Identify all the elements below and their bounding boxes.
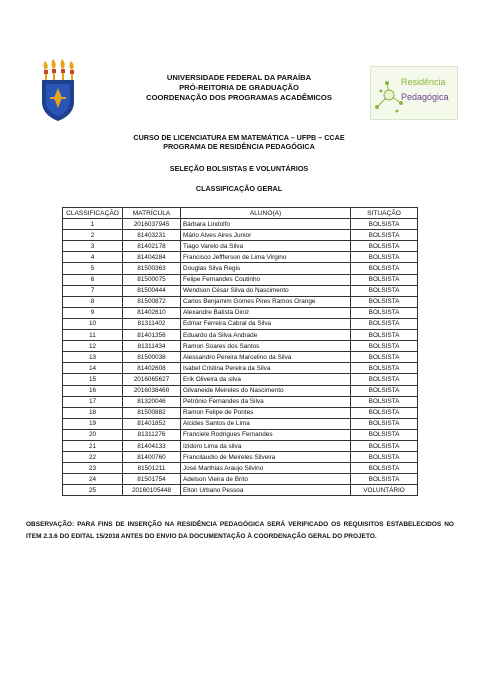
table-row	[63, 407, 418, 418]
cell-classificacao: 15	[63, 374, 123, 385]
cell-classificacao: 6	[63, 274, 123, 285]
cell-aluno: Edmar Ferreira Cabral da Silva	[181, 318, 351, 329]
cell-matricula: 81402608	[123, 363, 181, 374]
logo-word-residencia: Residência	[401, 77, 446, 87]
cell-aluno: Gilvaneide Meireles do Nascimento	[181, 385, 351, 396]
classification-title: CLASSIFICAÇÃO GERAL	[195, 184, 283, 193]
cell-matricula: 81500075	[123, 274, 181, 285]
cell-matricula: 81320046	[123, 396, 181, 407]
cell-classificacao: 23	[63, 463, 123, 474]
logo-word-pedagogica: Pedagógica	[401, 92, 449, 102]
cell-classificacao: 22	[63, 452, 123, 463]
cell-situacao: BOLSISTA	[351, 219, 418, 230]
table-row	[63, 330, 418, 341]
cell-aluno: Tiago Varelo da Silva	[181, 241, 351, 252]
cell-matricula: 81500444	[123, 285, 181, 296]
cell-aluno: Carlos Benjamim Gomes Pires Ramos Orange	[181, 296, 351, 307]
cell-classificacao: 12	[63, 341, 123, 352]
cell-classificacao: 18	[63, 407, 123, 418]
table-row	[63, 307, 418, 318]
cell-matricula: 81404284	[123, 252, 181, 263]
cell-classificacao: 8	[63, 296, 123, 307]
cell-situacao: BOLSISTA	[351, 440, 418, 451]
table-row	[63, 230, 418, 241]
cell-matricula: 81400760	[123, 452, 181, 463]
cell-situacao: BOLSISTA	[351, 418, 418, 429]
cell-aluno: Alessandro Pereira Marcelino da Silva	[181, 352, 351, 363]
cell-classificacao: 24	[63, 474, 123, 485]
table-row	[63, 285, 418, 296]
table-row	[63, 318, 418, 329]
cell-matricula: 81500882	[123, 407, 181, 418]
cell-aluno: Francilaudio de Meireles Silveira	[181, 452, 351, 463]
cell-situacao: BOLSISTA	[351, 318, 418, 329]
table-row	[63, 363, 418, 374]
cell-matricula: 81311402	[123, 318, 181, 329]
table-header-row	[63, 208, 418, 219]
cell-classificacao: 17	[63, 396, 123, 407]
table-body	[63, 219, 418, 496]
cell-aluno: Bárbara Lindolfo	[181, 219, 351, 230]
cell-situacao: BOLSISTA	[351, 230, 418, 241]
cell-classificacao: 3	[63, 241, 123, 252]
cell-aluno: Douglas Silva Regis	[181, 263, 351, 274]
cell-matricula: 81501211	[123, 463, 181, 474]
cell-classificacao: 13	[63, 352, 123, 363]
cell-aluno: Alcides Santos de Lima	[181, 418, 351, 429]
cell-situacao: BOLSISTA	[351, 341, 418, 352]
table-row	[63, 263, 418, 274]
cell-classificacao: 20	[63, 429, 123, 440]
cell-classificacao: 10	[63, 318, 123, 329]
cell-situacao: BOLSISTA	[351, 463, 418, 474]
cell-situacao: BOLSISTA	[351, 285, 418, 296]
cell-matricula: 81500363	[123, 263, 181, 274]
header-aluno: ALUNO(A)	[181, 208, 351, 219]
header-classificacao: CLASSIFICAÇÃO	[63, 208, 123, 219]
table-row	[63, 274, 418, 285]
cell-situacao: BOLSISTA	[351, 352, 418, 363]
cell-situacao: BOLSISTA	[351, 241, 418, 252]
table-row	[63, 252, 418, 263]
cell-aluno: Eduardo da Silva Andrade	[181, 330, 351, 341]
cell-matricula: 2016065627	[123, 374, 181, 385]
table-row	[63, 396, 418, 407]
cell-classificacao: 4	[63, 252, 123, 263]
table-row	[63, 296, 418, 307]
cell-matricula: 81403231	[123, 230, 181, 241]
cell-aluno: Francisco Jeffferson de Lima Virgino	[181, 252, 351, 263]
table-row	[63, 352, 418, 363]
pro-rectory-name: PRÓ-REITORIA DE GRADUAÇÃO	[179, 82, 299, 92]
university-name: UNIVERSIDADE FEDERAL DA PARAÍBA	[166, 73, 312, 82]
cell-matricula: 81401356	[123, 330, 181, 341]
cell-matricula: 2016038460	[123, 385, 181, 396]
header-matricula: MATRÍCULA	[123, 208, 181, 219]
table-row	[63, 385, 418, 396]
cell-classificacao: 9	[63, 307, 123, 318]
cell-aluno: Wendson César Silva do Nascimento	[181, 285, 351, 296]
table-row	[63, 440, 418, 451]
table-row	[63, 341, 418, 352]
cell-classificacao: 25	[63, 485, 123, 496]
cell-classificacao: 1	[63, 219, 123, 230]
program-name: PROGRAMA DE RESIDÊNCIA PEDAGÓGICA	[163, 142, 315, 151]
table-row	[63, 485, 418, 496]
cell-aluno: Ramon Soares dos Santos	[181, 341, 351, 352]
cell-matricula: 81404133	[123, 440, 181, 451]
observation-note: OBSERVAÇÃO: PARA FINS DE INSERÇÃO NA RESIDÊNCIA PEDAGÓGICA SERÁ VERIFICADO OS REQUISITOS ESTABELECIDOS NO ITEM 2.3.6 DO EDITAL 15/2018 ANTES DO ENVIO DA DOCUMENTAÇÃO À COORDENAÇÃO GERAL DO PROJETO.	[26, 521, 454, 540]
cell-aluno: Mário Alves Aires Junior	[181, 230, 351, 241]
cell-matricula: 81500038	[123, 352, 181, 363]
cell-aluno: Elton Urbano Pessoa	[181, 485, 351, 496]
cell-classificacao: 14	[63, 363, 123, 374]
cell-aluno: Felipe Fernandes Coutinho	[181, 274, 351, 285]
table-row	[63, 374, 418, 385]
cell-matricula: 2016037945	[123, 219, 181, 230]
cell-matricula: 81501754	[123, 474, 181, 485]
cell-matricula: 20160105448	[123, 485, 181, 496]
cell-matricula: 81500872	[123, 296, 181, 307]
cell-aluno: Isabel Cristina Pereira da Silva	[181, 363, 351, 374]
cell-aluno: Petrônio Fernandes da Silva	[181, 396, 351, 407]
cell-situacao: BOLSISTA	[351, 407, 418, 418]
coordination-name: COORDENAÇÃO DOS PROGRAMAS ACADÊMICOS	[146, 92, 332, 102]
cell-classificacao: 11	[63, 330, 123, 341]
cell-situacao: BOLSISTA	[351, 307, 418, 318]
cell-situacao: BOLSISTA	[351, 429, 418, 440]
cell-situacao: BOLSISTA	[351, 363, 418, 374]
cell-situacao: BOLSISTA	[351, 374, 418, 385]
cell-situacao: BOLSISTA	[351, 385, 418, 396]
table-row	[63, 241, 418, 252]
cell-aluno: Ramon Felipe de Pontes	[181, 407, 351, 418]
cell-classificacao: 7	[63, 285, 123, 296]
cell-situacao: BOLSISTA	[351, 296, 418, 307]
institution-header	[100, 73, 378, 102]
cell-situacao: BOLSISTA	[351, 252, 418, 263]
cell-situacao: BOLSISTA	[351, 474, 418, 485]
cell-aluno: Alexandre Batista Diniz	[181, 307, 351, 318]
cell-aluno: Franciele Rodrigues Fernandes	[181, 429, 351, 440]
cell-classificacao: 2	[63, 230, 123, 241]
table-row	[63, 429, 418, 440]
cell-situacao: BOLSISTA	[351, 263, 418, 274]
university-crest-icon	[38, 58, 78, 122]
cell-aluno: Adelson Vieira de Brito	[181, 474, 351, 485]
cell-classificacao: 5	[63, 263, 123, 274]
cell-situacao: BOLSISTA	[351, 452, 418, 463]
cell-situacao: BOLSISTA	[351, 274, 418, 285]
table-row	[63, 463, 418, 474]
table-row	[63, 418, 418, 429]
cell-aluno: Erik Oliveira da silva	[181, 374, 351, 385]
cell-situacao: VOLUNTÁRIO	[351, 485, 418, 496]
table-row	[63, 474, 418, 485]
cell-matricula: 81402610	[123, 307, 181, 318]
cell-classificacao: 19	[63, 418, 123, 429]
classification-table	[62, 207, 418, 496]
cell-classificacao: 16	[63, 385, 123, 396]
cell-matricula: 81311434	[123, 341, 181, 352]
cell-situacao: BOLSISTA	[351, 396, 418, 407]
selection-title: SELEÇÃO BOLSISTAS E VOLUNTÁRIOS	[169, 164, 309, 173]
cell-matricula: 81311276	[123, 429, 181, 440]
cell-aluno: Izidoro Lima da silva	[181, 440, 351, 451]
cell-matricula: 81402178	[123, 241, 181, 252]
cell-aluno: José Marthias Araujo Silvino	[181, 463, 351, 474]
header-situacao: SITUAÇÃO	[351, 208, 418, 219]
residencia-pedagogica-logo	[370, 66, 458, 120]
table-row	[63, 219, 418, 230]
table-row	[63, 452, 418, 463]
cell-classificacao: 21	[63, 440, 123, 451]
cell-situacao: BOLSISTA	[351, 330, 418, 341]
cell-matricula: 81401852	[123, 418, 181, 429]
course-name: CURSO DE LICENCIATURA EM MATEMÁTICA – UFPB – CCAE	[133, 133, 345, 142]
